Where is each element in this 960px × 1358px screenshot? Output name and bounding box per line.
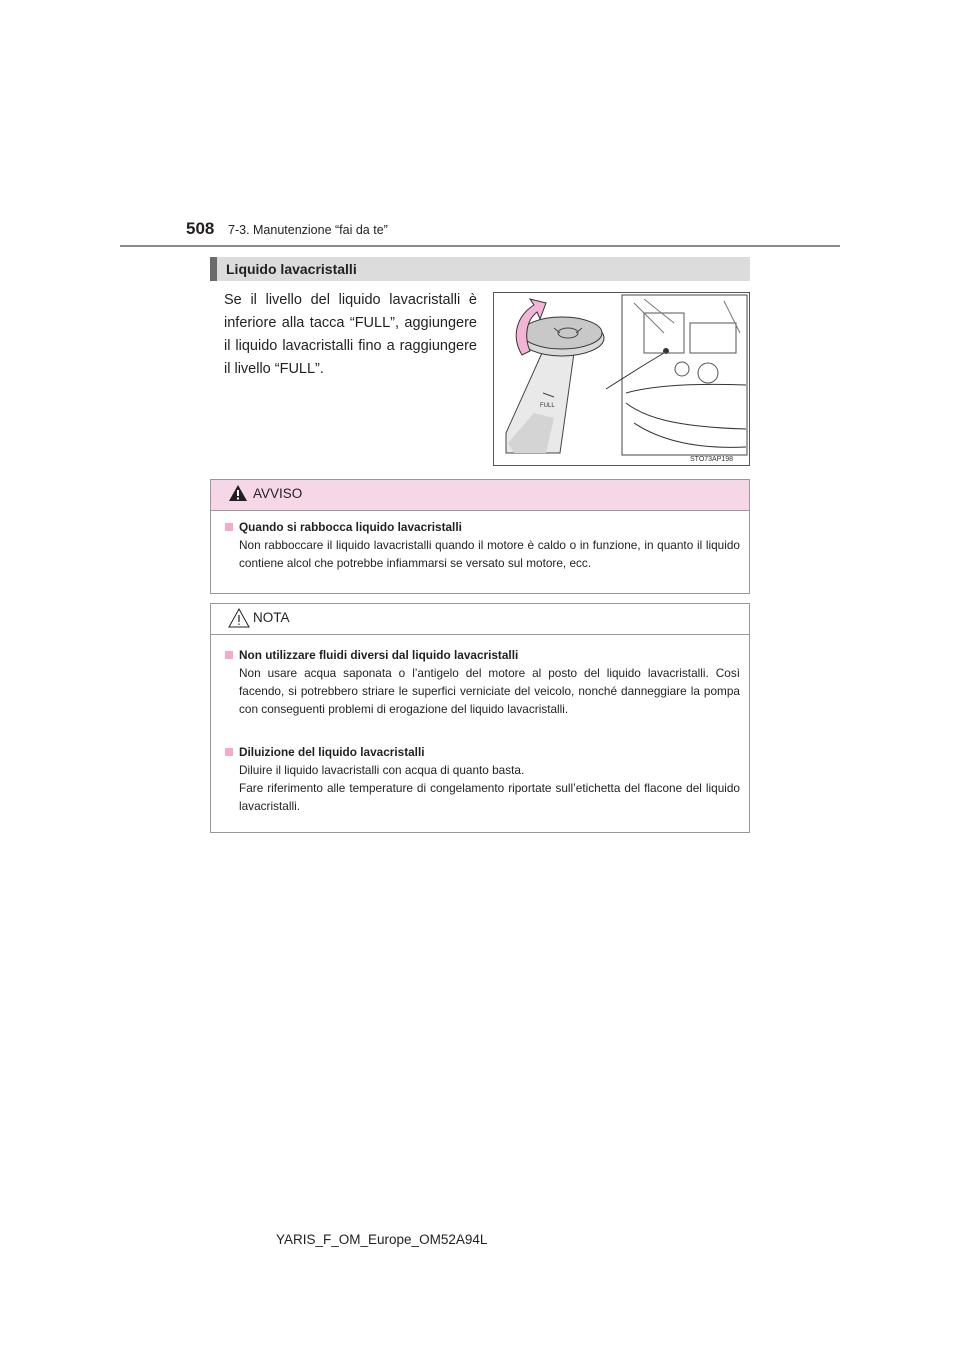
intro-paragraph: Se il livello del liquido lavacristalli è inferiore alla tacca “FULL”, aggiungere il liquido lavacristalli fino a raggiungere il livello “FULL”. <box>224 292 477 377</box>
section-title: 7-3. Manutenzione “fai da te” <box>228 223 388 237</box>
document-code: YARIS_F_OM_Europe_OM52A94L <box>276 1232 488 1247</box>
caution-outline-icon <box>228 607 250 629</box>
section-heading <box>210 257 750 281</box>
note-item-body-line: Diluire il liquido lavacristalli con acqua di quanto basta. <box>239 763 525 777</box>
illustration-svg <box>494 293 749 465</box>
warning-item-title: Quando si rabbocca liquido lavacristalli <box>225 518 740 536</box>
note-item <box>225 743 740 815</box>
page-number: 508 <box>186 219 215 238</box>
header-divider <box>120 245 840 247</box>
note-item-title: Non utilizzare fluidi diversi dal liquido lavacristalli <box>225 646 740 664</box>
warning-item-body: Non rabboccare il liquido lavacristalli quando il motore è caldo o in funzione, in quanto il liquido contiene alcol che potrebbe infiammarsi se versato sul motore, ecc. <box>239 538 740 570</box>
note-header <box>211 604 749 635</box>
note-item-body <box>225 761 740 815</box>
note-item-title: Diluizione del liquido lavacristalli <box>225 743 740 761</box>
figure-code: STO73AP198 <box>690 456 734 463</box>
note-item-body-line: Fare riferimento alle temperature di congelamento riportate sull’etichetta del flacone del liquido lavacristalli. <box>239 781 740 813</box>
note-box <box>210 603 750 833</box>
section-heading-text: Liquido lavacristalli <box>226 261 357 277</box>
note-item <box>225 646 740 718</box>
warning-header <box>211 480 749 511</box>
warning-box <box>210 479 750 594</box>
full-mark-label: FULL <box>540 403 555 409</box>
warning-title: AVVISO <box>253 486 303 501</box>
warning-icon <box>228 483 248 503</box>
warning-item <box>225 518 740 572</box>
note-title: NOTA <box>253 610 290 625</box>
washer-reservoir-illustration <box>493 292 750 466</box>
note-item-body: Non usare acqua saponata o l’antigelo del motore al posto del liquido lavacristalli. Così facendo, si potrebbero striare le superfici verniciate del veicolo, nonché danneggiare la pompa con conseguenti problemi di erogazione del liquido lavacristalli. <box>239 666 740 716</box>
